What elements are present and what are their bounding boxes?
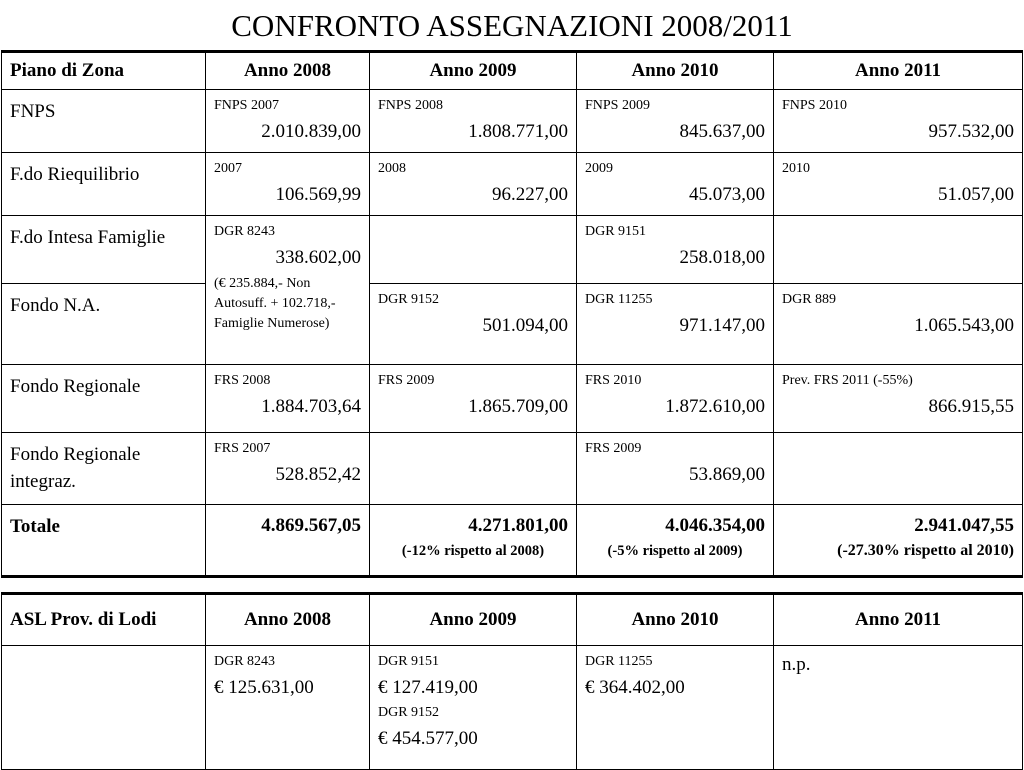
row-fondo-na [2,284,1023,365]
cell-na-2011 [774,284,1023,365]
cell-ref: FNPS 2010 [782,98,847,113]
cell-asl-2009 [370,646,577,770]
cell-ref: 2010 [782,161,810,176]
cell-amount: 4.271.801,00 [468,515,568,536]
cell-integraz-2008 [206,433,370,505]
cell-ref: Prev. FRS 2011 (-55%) [782,373,913,388]
header-asl-lodi: ASL Prov. di Lodi [2,594,206,646]
cell-ref: DGR 9151 [585,224,647,239]
cell-ref: FRS 2007 [214,441,271,456]
cell-ref: 2009 [585,161,613,176]
cell-amount: 528.852,42 [275,464,361,485]
cell-amount: 845.637,00 [679,121,765,142]
cell-fnps-2008 [206,90,370,153]
header-anno-2008: Anno 2008 [206,594,370,646]
row-label: F.do Riequilibrio [2,153,206,216]
cell-amount: 1.065.543,00 [914,315,1014,336]
header-anno-2010: Anno 2010 [577,52,774,90]
cell-amount: 4.046.354,00 [665,515,765,536]
cell-amount: 258.018,00 [679,247,765,268]
cell-ref: FNPS 2009 [585,98,650,113]
row-label: F.do Intesa Famiglie [2,216,206,284]
cell-intesa-2010 [577,216,774,284]
cell-regionale-2008 [206,365,370,433]
cell-note: (€ 235.884,- Non Autosuff. + 102.718,- Famiglie Numerose) [214,276,336,331]
row-totale [2,505,1023,577]
cell-riequilibrio-2010 [577,153,774,216]
cell-amount: 51.057,00 [938,184,1014,205]
page-title: CONFRONTO ASSEGNAZIONI 2008/2011 [231,8,793,43]
header-anno-2010: Anno 2010 [577,594,774,646]
cell-ref: FNPS 2007 [214,98,279,113]
row-asl-lodi [2,646,1023,770]
cell-amount: 866.915,55 [928,396,1014,417]
cell-amount: 971.147,00 [679,315,765,336]
header-anno-2011: Anno 2011 [774,52,1023,90]
cell-amount-2: € 454.577,00 [378,728,478,749]
cell-amount: 1.865.709,00 [468,396,568,417]
cell-ref: DGR 889 [782,292,837,307]
asl-lodi-table [1,592,1023,770]
cell-amount: 53.869,00 [689,464,765,485]
cell-ref: DGR 8243 [214,224,276,239]
cell-riequilibrio-2008 [206,153,370,216]
cell-intesa-2008 [206,216,370,365]
cell-na-2010 [577,284,774,365]
row-riequilibrio [2,153,1023,216]
row-label: Totale [2,505,206,577]
cell-ref: DGR 9151 [378,654,440,669]
cell-fnps-2011 [774,90,1023,153]
cell-asl-2011 [774,646,1023,770]
cell-ref: FRS 2009 [378,373,435,388]
cell-intesa-2009 [370,216,577,284]
row-fondo-regionale-integraz [2,433,1023,505]
cell-note: (-5% rispetto al 2009) [607,543,743,559]
cell-totale-2009 [370,505,577,577]
cell-ref: FRS 2010 [585,373,642,388]
cell-amount: 2.010.839,00 [261,121,361,142]
cell-asl-2008 [206,646,370,770]
cell-text: n.p. [782,654,811,675]
cell-integraz-2009 [370,433,577,505]
cell-intesa-2011 [774,216,1023,284]
header-anno-2009: Anno 2009 [370,52,577,90]
cell-riequilibrio-2011 [774,153,1023,216]
cell-ref: FNPS 2008 [378,98,443,113]
header-anno-2008: Anno 2008 [206,52,370,90]
cell-amount: € 127.419,00 [378,677,478,698]
cell-amount: 4.869.567,05 [261,515,361,536]
cell-asl-2010 [577,646,774,770]
cell-ref: 2007 [214,161,242,176]
cell-amount: 2.941.047,55 [914,515,1014,536]
cell-ref: DGR 11255 [585,654,653,669]
cell-fnps-2009 [370,90,577,153]
row-label: FNPS [2,90,206,153]
cell-ref: DGR 8243 [214,654,276,669]
row-fnps [2,90,1023,153]
cell-ref: 2008 [378,161,406,176]
cell-amount: 501.094,00 [482,315,568,336]
cell-amount: 1.808.771,00 [468,121,568,142]
cell-regionale-2010 [577,365,774,433]
header-anno-2009: Anno 2009 [370,594,577,646]
cell-amount: 957.532,00 [928,121,1014,142]
row-label: Fondo Regionale integraz. [2,433,206,505]
cell-fnps-2010 [577,90,774,153]
row-fondo-regionale [2,365,1023,433]
cell-ref: FRS 2008 [214,373,271,388]
cell-amount: 1.872.610,00 [665,396,765,417]
cell-totale-2011 [774,505,1023,577]
cell-regionale-2009 [370,365,577,433]
row-label: Fondo N.A. [2,284,206,365]
cell-ref: DGR 11255 [585,292,653,307]
row-intesa-famiglie [2,216,1023,284]
header-row [2,52,1023,90]
assignments-table [1,50,1023,578]
cell-totale-2010 [577,505,774,577]
cell-riequilibrio-2009 [370,153,577,216]
cell-na-2009 [370,284,577,365]
cell-regionale-2011 [774,365,1023,433]
cell-amount: 1.884.703,64 [261,396,361,417]
cell-integraz-2010 [577,433,774,505]
header-piano-di-zona: Piano di Zona [2,52,206,90]
cell-amount: 106.569,99 [275,184,361,205]
cell-ref-2: DGR 9152 [378,705,440,720]
row-label [2,646,206,770]
cell-amount: 338.602,00 [275,247,361,268]
cell-amount: € 125.631,00 [214,677,314,698]
cell-ref: FRS 2009 [585,441,642,456]
cell-amount: 45.073,00 [689,184,765,205]
cell-integraz-2011 [774,433,1023,505]
cell-totale-2008 [206,505,370,577]
cell-note: (-27.30% rispetto al 2010) [837,542,1014,559]
header-anno-2011: Anno 2011 [774,594,1023,646]
cell-ref: DGR 9152 [378,292,440,307]
cell-note: (-12% rispetto al 2008) [401,543,545,559]
cell-amount: € 364.402,00 [585,677,685,698]
header-row [2,594,1023,646]
cell-amount: 96.227,00 [492,184,568,205]
row-label: Fondo Regionale [2,365,206,433]
